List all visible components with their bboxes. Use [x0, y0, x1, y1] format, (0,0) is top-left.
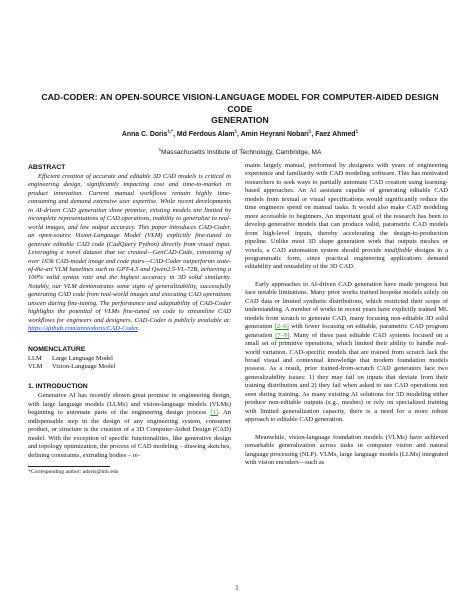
introduction-heading: 1. INTRODUCTION [28, 383, 88, 391]
abstract-body: Efficient creation of accurate and editable 3D CAD models is critical in engineering design, significantly impacting cost and time-to-market in product innovation. Current manual workflows remain highly time-consuming and demand extensive user expertise. While recent developments in AI-driven CAD generation show promise, existing models are limited by incomplete representations of CAD operations, inability to generalize to real-world images, and low output accuracy. This paper introduces CAD-Coder, an open-source Vision-Language Model (VLM) explicitly fine-tuned to generate editable CAD code (CadQuery Python) directly from visual input. Leveraging a novel dataset that we created—GenCAD-Code, consisting of over 163k CAD-model image and code pairs—CAD-Coder outperforms state-of-the-art VLM baselines such as GPT-4.5 and Qwen2.5-VL-72B, achieving a 100% valid syntax rate and the highest accuracy in 3D solid similarity. Notably, our VLM demonstrates some signs of generalizability, successfully generating CAD code from real-world images and executing CAD operations unseen during fine-tuning. The performance and adaptability of CAD-Coder highlights the potential of VLMs fine-tuned on code to streamline CAD workflows for engineers and designers. CAD-Coder is publicly available at: [28, 173, 231, 324]
footnote-rule [28, 466, 110, 467]
nomenclature-list [28, 355, 231, 372]
affiliation-text: Massachusetts Institute of Technology, Cambridge, MA [161, 149, 322, 156]
author-list: Anna C. Doris$^{1,*}$, Md Ferdous Alam$^1$, Amin Heyrani Nobari$^1$, Faez Ahmed$^1$ [121, 128, 359, 138]
left-column [28, 162, 231, 476]
abstract-text [28, 173, 231, 334]
body-text: Early approaches to AI-driven CAD generation have made progress but face notable limitations. Many prior works trained bespoke models solely on CAD data or limited synthetic distributions, which restricted their scope of understanding. A number of works in recent years have explicitly trained ML models from scratch to generate CAD, many focusing non-editable 3D solid generation [245, 280, 448, 331]
nomenclature-item [28, 355, 231, 363]
affiliation-marker: 1 [158, 146, 162, 152]
nomenclature-def: Vision-Language Model [52, 363, 116, 371]
body-text: . Many of these past editable CAD systems focused on a small set of primitive operations, which limited their ability to handle real-world variation. CAD-specific models that are trained from scratch lack the broad visual and contextual knowledge that modern foundation models possess. As a result, prior trained-from-scratch CAD generators face two generalizability issues: 1) they may fail on inputs that deviate from their training distribution and 2) they fail when asked to use CAD operations not seen during training. As many existing AI solutions for 3D modeling either produce non-editable outputs (e.g., meshes) or rely on specialized training with limited generalization capacity, there is a need for a more robust approach to editable CAD generation. [245, 331, 448, 424]
citation-link[interactable]: [7–9] [275, 331, 290, 339]
nomenclature-item [28, 363, 231, 371]
title-line-2: GENERATION [211, 115, 269, 125]
abstract-end: . [137, 325, 140, 333]
title-line-1: CAD-CODER: AN OPEN-SOURCE VISION-LANGUAGE MODEL FOR COMPUTER-AIDED DESIGN CODE [41, 92, 439, 114]
footnote: *Corresponding author: adoris@mit.edu [28, 469, 119, 476]
body-paragraph [245, 162, 448, 272]
author-marker: 1 [308, 128, 312, 134]
body-paragraph: Meanwhile, vision-language foundation models (VLMs) have achieved remarkable generalization across tasks in computer vision and natural language processing (NLP). VLMs, large language models (LLMs) integrated with vision encoders—such as [245, 433, 448, 466]
body-text: designs in a programmatic form, since practical engineering applications demand editability and reusability of the 3D CAD. [245, 246, 448, 271]
emphasis-text: modifiable [384, 246, 413, 254]
arxiv-identifier [2, 150, 24, 530]
nomenclature-abbr: LLM [28, 354, 42, 362]
repository-link[interactable]: https://github.com/anniedoris/CAD-Coder [28, 325, 138, 333]
citation-link[interactable]: [1] [210, 409, 218, 417]
author-marker: 1 [355, 128, 359, 134]
introduction-paragraph [28, 392, 231, 460]
body-text: mains largely manual, performed by designers with years of engineering experience and familiarity with CAD modeling software. This has motivated researchers to seek ways to partially automate CAD creation using learning-based approaches. An AI assistant capable of generating editable CAD models from textual or visual specifications would significantly reduce the time engineers spend on manual tasks. It would also make CAD modeling more accessible to beginners. An important goal of the research has been to develop generative models that can produce valid, parametric CAD models from high-level inputs, thereby accelerating the design-to-production pipeline. Unlike most 3D shape generation work that outputs meshes or voxels, a CAD automation system should provide [245, 162, 448, 254]
intro-text: Generative AI has recently shown great promise in engineering design, with large language models (LLMs) and vision-language models (VLMs) beginning to automate parts of the engineering design process [28, 392, 231, 417]
citation-link[interactable]: [2–6] [274, 323, 289, 331]
nomenclature-abbr: VLM [28, 363, 43, 371]
author-marker: 1 [234, 128, 238, 134]
nomenclature-heading: NOMENCLATURE [28, 345, 86, 353]
page-number: 1 [235, 585, 239, 592]
intro-text: . An indispensable step in the design of any engineering system, consumer product, or structure is the creation of a 3D Computer-Aided Design (CAD) model. With the exception of specific functionalities, like generative design and topology optimization, the process of CAD modeling – drawing sketches, defining constraints, extruding bodies – re- [28, 409, 231, 459]
author-name: Amin Heyrani Nobari [240, 131, 309, 138]
body-text: with fewer focusing on editable, parametric CAD program generation [245, 323, 448, 339]
right-column [245, 162, 448, 467]
body-paragraph [245, 281, 448, 425]
abstract-heading: ABSTRACT [28, 164, 66, 171]
author-name: Md Ferdous Alam [176, 131, 235, 138]
author-name: Faez Ahmed [315, 131, 356, 138]
nomenclature-def: Large Language Model [52, 354, 113, 362]
paper-title [40, 92, 440, 127]
author-marker: 1,* [167, 128, 174, 134]
affiliation [40, 146, 440, 156]
author-name: Anna C. Doris [121, 131, 168, 138]
